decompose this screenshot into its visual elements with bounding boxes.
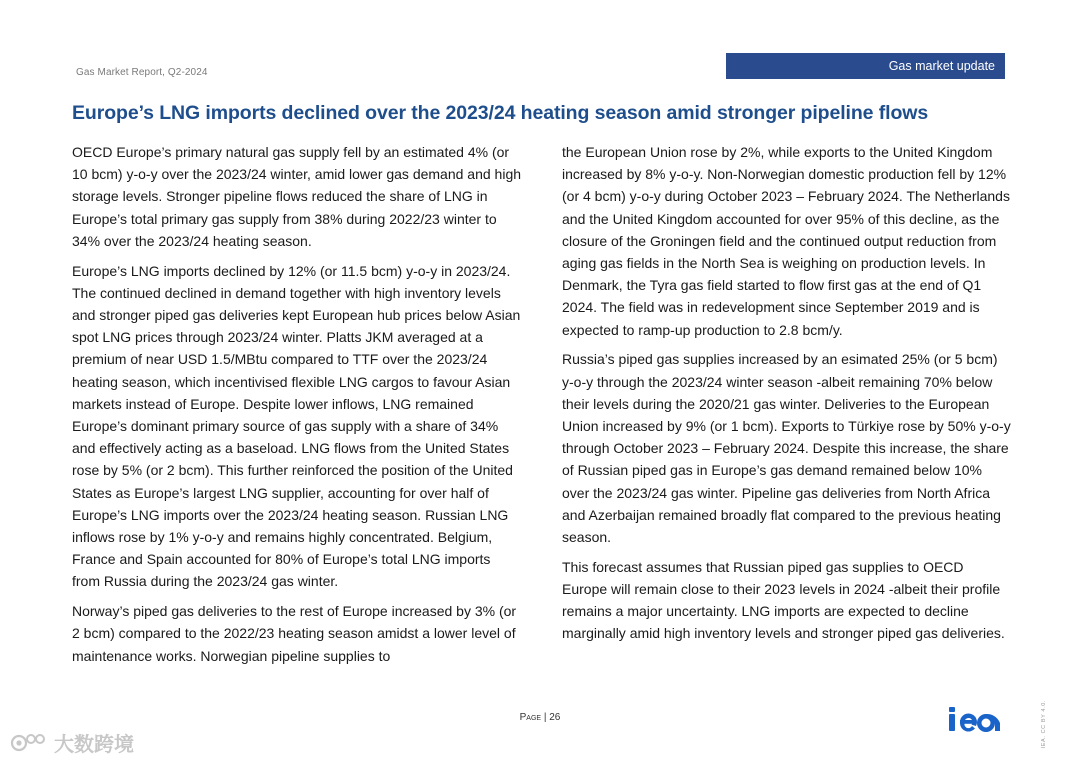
camera-lens-icon (10, 729, 50, 755)
page-number-value: 26 (549, 712, 561, 723)
paragraph: This forecast assumes that Russian piped gas supplies to OECD Europe will remain close to their 2023 levels in 2024 -albeit their profile remains a major uncertainty. LNG imports are expected to decline marginally amid high inventory levels and stronger piped gas deliveries. (562, 558, 1005, 642)
page-word: Page (519, 712, 542, 723)
paragraph: Europe’s LNG imports declined by 12% (or 11.5 bcm) y-o-y in 2023/24. The continued declined in demand together with high inventory levels and stronger piped gas deliveries kept European hub prices below Asian spot LNG prices through 2023/24 winter. Platts JKM averaged at a premium of near USD 1.5/MBtu compared to TTF over the 2023/24 heating season, which incentivised flexible LNG cargos to favour Asian markets instead of Europe. Despite lower inflows, LNG remained Europe’s dominant primary source of gas supply with a share of 34% and effectively acting as a baseload. LNG flows from the United States rose by 5% (or 2 bcm). This further reinforced the position of the United States as Europe’s largest LNG supplier, accounting for over half of Europe’s LNG imports over the 2023/24 heating season. Russian LNG inflows rose by 1% y-o-y and remains highly concentrated. Belgium, France and Spain accounted for 80% of Europe’s total LNG imports from Russia during the 2023/24 gas winter. (72, 262, 521, 590)
report-label: Gas Market Report, Q2-2024 (76, 67, 208, 78)
watermark (10, 728, 134, 756)
paragraph: Norway’s piped gas deliveries to the rest of Europe increased by 3% (or 2 bcm) compared to the 2022/23 heating season amidst a lower level of maintenance works. Norwegian pipeline supplies to (72, 603, 517, 664)
page-number (0, 712, 1080, 723)
paragraph: the European Union rose by 2%, while exports to the United Kingdom increased by 8% y-o-y. Non-Norwegian domestic production fell by 12% (or 4 bcm) y-o-y during October 2023 – February 2024. The Netherlands and the United Kingdom accounted for over 95% of this decline, as the closure of the Groningen field and the continued output reduction from aging gas fields in the North Sea is weighing on production levels. In Denmark, the Tyra gas field started to flow first gas at the end of Q1 2024. The field was in redevelopment since September 2019 and is expected to ramp-up production to 2.8 bcm/y. (562, 144, 1010, 338)
section-tag (726, 53, 1005, 79)
right-column (562, 141, 1012, 652)
paragraph: Russia’s piped gas supplies increased by an esimated 25% (or 5 bcm) y-o-y through the 2023/24 winter season -albeit remaining 70% below their levels during the 2020/21 gas winter. Deliveries to the European Union increased by 9% (or 1 bcm). Exports to Türkiye rose by 50% y-o-y through October 2023 – February 2024. Despite this increase, the share of Russian piped gas in Europe’s gas demand remained below 10% over the 2023/24 gas winter. Pipeline gas deliveries from North Africa and Azerbaijan remained broadly flat compared to the previous heating season. (562, 351, 1011, 546)
section-tag-label: Gas market update (888, 59, 995, 73)
iea-logo (948, 706, 1008, 732)
page-title: Europe’s LNG imports declined over the 2023/24 heating season amid stronger pipeline flows (72, 102, 929, 124)
watermark-text: 大数跨境 (54, 733, 134, 756)
license-text: IEA. CC BY 4.0. (1041, 700, 1047, 749)
page-separator: | (543, 712, 547, 723)
left-column (72, 141, 522, 674)
paragraph: OECD Europe’s primary natural gas supply fell by an estimated 4% (or 10 bcm) y-o-y over the 2023/24 winter, amid lower gas demand and high storage levels. Stronger pipeline flows reduced the share of LNG in Europe’s total primary gas supply from 38% during 2022/23 winter to 34% over the 2023/24 heating season. (72, 144, 522, 249)
